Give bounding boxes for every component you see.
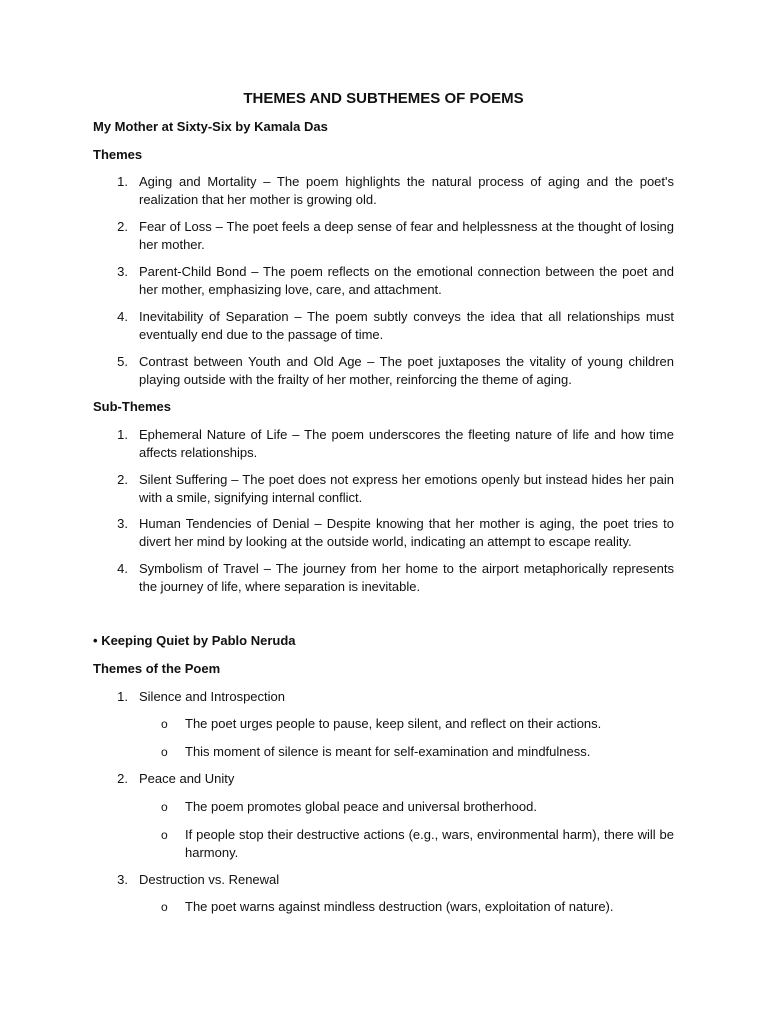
sub-point-text: The poet warns against mindless destruction (wars, exploitation of nature). (185, 899, 614, 914)
list-number: 3. (117, 872, 128, 887)
list-number: 1. (117, 427, 128, 442)
list-number: 5. (117, 354, 128, 369)
section-heading: Themes (93, 147, 143, 162)
list-text: Human Tendencies of Denial – Despite knowing that her mother is aging, the poet tries to divert her mind by looking at the outside world, indicating an attempt to escape reality. (139, 516, 674, 549)
poem-heading (93, 632, 296, 650)
list-number: 1. (117, 689, 128, 704)
list-number: 2. (117, 771, 128, 786)
sub-point-text: This moment of silence is meant for self-examination and mindfulness. (185, 744, 591, 759)
sub-point-text: If people stop their destructive actions (e.g., wars, environmental harm), there will be harmony. (185, 827, 674, 860)
list-text: Inevitability of Separation – The poem subtly conveys the idea that all relationships must eventually end due to the passage of time. (139, 309, 674, 342)
list-text: Silence and Introspection (139, 689, 285, 704)
section-heading: Themes of the Poem (93, 661, 221, 676)
list-text: Symbolism of Travel – The journey from her home to the airport metaphorically represents the journey of life, where separation is inevitable. (139, 561, 674, 594)
list-number: 1. (117, 174, 128, 189)
poem-heading-text: Keeping Quiet by Pablo Neruda (101, 633, 296, 648)
list-text: Parent-Child Bond – The poem reflects on the emotional connection between the poet and her mother, emphasizing love, care, and attachment. (139, 264, 674, 297)
list-text: Fear of Loss – The poet feels a deep sense of fear and helplessness at the thought of losing her mother. (139, 219, 674, 252)
list-number: 2. (117, 472, 128, 487)
list-text: Contrast between Youth and Old Age – The poet juxtaposes the vitality of young children playing outside with the frailty of her mother, reinforcing the theme of aging. (139, 354, 674, 387)
list-text: Destruction vs. Renewal (139, 872, 280, 887)
circle-bullet-icon: o (161, 800, 168, 814)
sub-point-text: The poem promotes global peace and universal brotherhood. (185, 799, 537, 814)
list-number: 4. (117, 561, 128, 576)
list-number: 4. (117, 309, 128, 324)
list-number: 3. (117, 264, 128, 279)
list-text: Silent Suffering – The poet does not express her emotions openly but instead hides her pain with a smile, signifying internal conflict. (139, 472, 674, 505)
list-text: Peace and Unity (139, 771, 235, 786)
bullet-icon: • (93, 633, 98, 648)
circle-bullet-icon: o (161, 828, 168, 842)
poem-heading: My Mother at Sixty-Six by Kamala Das (93, 119, 328, 134)
section-heading: Sub-Themes (93, 399, 172, 414)
circle-bullet-icon: o (161, 745, 168, 759)
circle-bullet-icon: o (161, 900, 168, 914)
document-title: THEMES AND SUBTHEMES OF POEMS (243, 90, 524, 107)
sub-point-text: The poet urges people to pause, keep silent, and reflect on their actions. (185, 716, 602, 731)
circle-bullet-icon: o (161, 717, 168, 731)
list-text: Ephemeral Nature of Life – The poem underscores the fleeting nature of life and how time affects relationships. (139, 427, 674, 460)
list-number: 3. (117, 516, 128, 531)
list-text: Aging and Mortality – The poem highlights the natural process of aging and the poet's realization that her mother is growing old. (139, 174, 674, 207)
list-number: 2. (117, 219, 128, 234)
